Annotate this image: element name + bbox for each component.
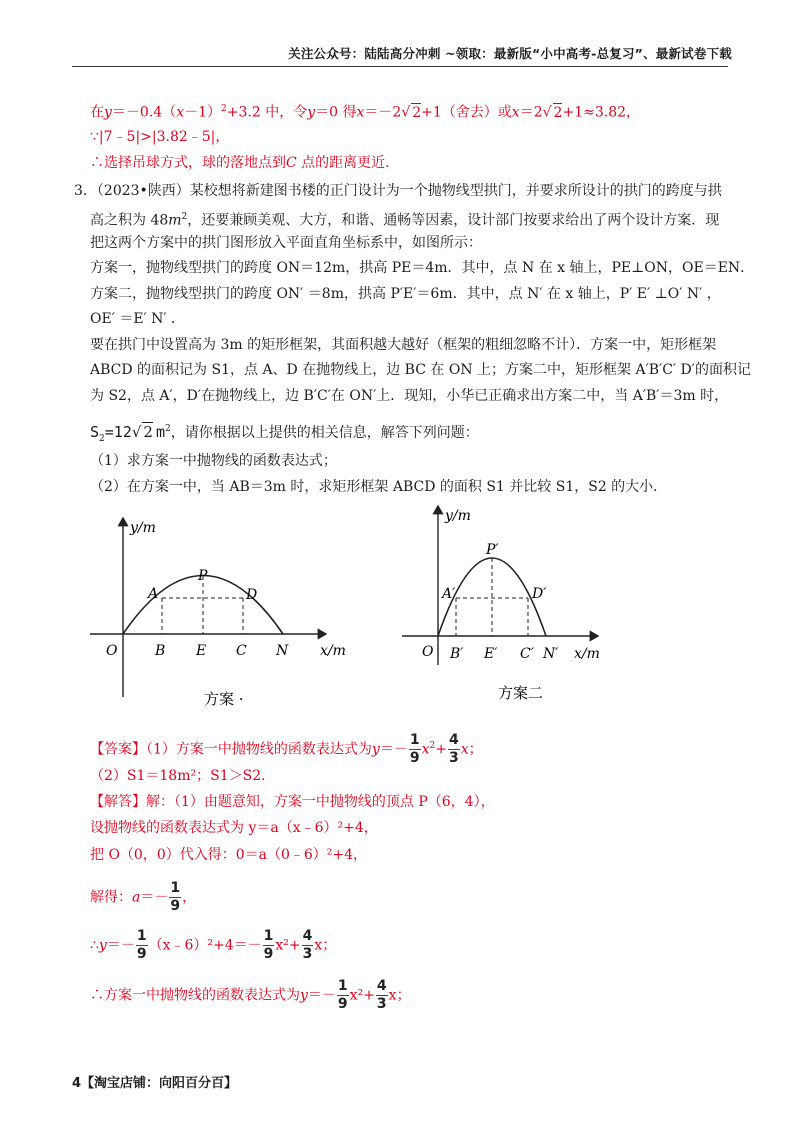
point-P-prime: P′ [486,542,499,558]
point-O: O [106,643,118,659]
point-O: O [422,644,434,660]
solution-line-4: 解得：a＝－ $\frac{1}{9}$ ， [90,880,197,914]
problem-line-8: ABCD 的面积记为 S1，点 A、D 在抛物线上，边 BC 在 ON 上；方案二中，矩形框架 A′B′C′ D′的面积记 [90,362,751,378]
point-N: N [276,643,289,659]
figure-2-caption: 方案二 [498,684,544,702]
problem-line-1: 3．（2023•陕西）某校想将新建图书楼的正门设计为一个抛物线型拱门，并要求所设计的拱门的跨度与拱 [74,183,722,199]
figure-1-caption: 方案 · [204,690,244,708]
solution-line-5: ∴y＝－ $\frac{1}{9}$ （x﹣6）²+4＝－ $\frac{1}{9}$ x²+ $\frac{4}{3}$ x； [90,928,337,962]
solution-line-3: 把 O（0，0）代入得：0＝a（0﹣6）²+4， [90,847,368,863]
solution-line-2: 设抛物线的函数表达式为 y＝a（x﹣6）²+4， [90,820,378,836]
plan-two-description-cont: OE′ ＝E′ N′ ． [90,311,186,327]
problem-line-7: 要在拱门中设置高为 3m 的矩形框架，其面积越大越好（框架的粗细忽略不计）．方案一中，矩形框架 [90,337,717,353]
plan-one-description: 方案一，抛物线型拱门的跨度 ON＝12m，拱高 PE＝4m．其中，点 N 在 x 轴上，PE⊥ON，OE＝EN． [90,260,755,276]
problem-number: 3． [74,183,97,199]
prev-solution-line-3: ∴选择吊球方式，球的落地点到C 点的距离更近． [90,155,400,171]
point-B-prime: B′ [450,646,464,662]
solution-line-1: 【解答】解：（1）由题意知，方案一中抛物线的顶点 P（6，4）， [90,794,495,810]
header-divider [72,66,728,67]
solution-label: 【解答】 [90,794,146,810]
answer-line-2: （2）S1＝18m²；S1＞S2． [90,768,276,784]
question-2: （2）在方案一中，当 AB＝3m 时，求矩形框架 ABCD 的面积 S1 并比较 S1，S2 的大小． [90,479,668,495]
point-C-prime: C′ [520,646,534,662]
sqrt-symbol: √ [401,104,411,121]
point-E: E [196,643,207,659]
point-C: C [236,643,247,659]
x-axis-label: x/m [574,646,600,662]
problem-line-2: 高之积为 $48m^2$，还要兼顾美观、大方，和谐、通畅等因素，设计部门按要求给出了两个设计方案．现 [90,212,720,229]
page-header: 关注公众号：陆陆高分冲刺 ~领取：最新版“小中高考-总复习”、最新试卷下载 [288,46,732,61]
solution-line-6: ∴方案一中抛物线的函数表达式为y＝－ $\frac{1}{9}$ x²+ $\frac{4}{3}$ x； [90,978,411,1012]
page-footer: 4【淘宝店铺：向阳百分百】 [72,1076,238,1091]
problem-line-3: 把这两个方案中的拱门图形放入平面直角坐标系中，如图所示： [90,235,482,251]
answer-label: 【答案】 [90,741,146,758]
problem-line-9: 为 S2，点 A′，D′在抛物线上，边 B′C′在 ON′上．现知，小华已正确求出方案二中，当 A′B′＝3m 时， [90,388,729,404]
point-A: A [148,586,159,602]
y-axis-label: y/m [130,520,156,536]
point-E-prime: E′ [484,646,498,662]
answer-line-1: 【答案】（1）方案一中抛物线的函数表达式为y＝－ $\frac{1}{9}$ $x^2+$ $\frac{4}{3}$ x； [90,732,483,766]
y-axis-label: y/m [445,508,471,524]
point-D: D [246,587,258,603]
point-P: P [198,568,208,584]
prev-solution-line-2: ∵|7﹣5|>|3.82﹣5|， [90,129,230,145]
question-1: （1）求方案一中抛物线的函数表达式； [90,453,337,469]
plan-two-description: 方案二，抛物线型拱门的跨度 ON′ ＝8m，拱高 P′E′＝6m．其中，点 N′ 在 x 轴上，P′ E′ ⊥O′ N′ ， [90,286,721,302]
prev-solution-line-1: 在$y=-0.4(x-1)^2+3.2$ 中，令y＝0 得x＝－2√ 2+1（舍去）或x＝2√ 2+1≈3.82， [90,104,641,121]
point-A-prime: A′ [442,586,456,602]
x-axis-label: x/m [320,643,346,659]
problem-line-10: $S_2=12√$ 2 $m^2$，请你根据以上提供的相关信息，解答下列问题： [90,423,479,444]
point-N-prime: N′ [543,646,559,662]
point-D-prime: D′ [532,586,547,602]
figure-plan-one [88,512,348,722]
figure-plan-two [400,500,620,710]
point-B: B [155,643,166,659]
